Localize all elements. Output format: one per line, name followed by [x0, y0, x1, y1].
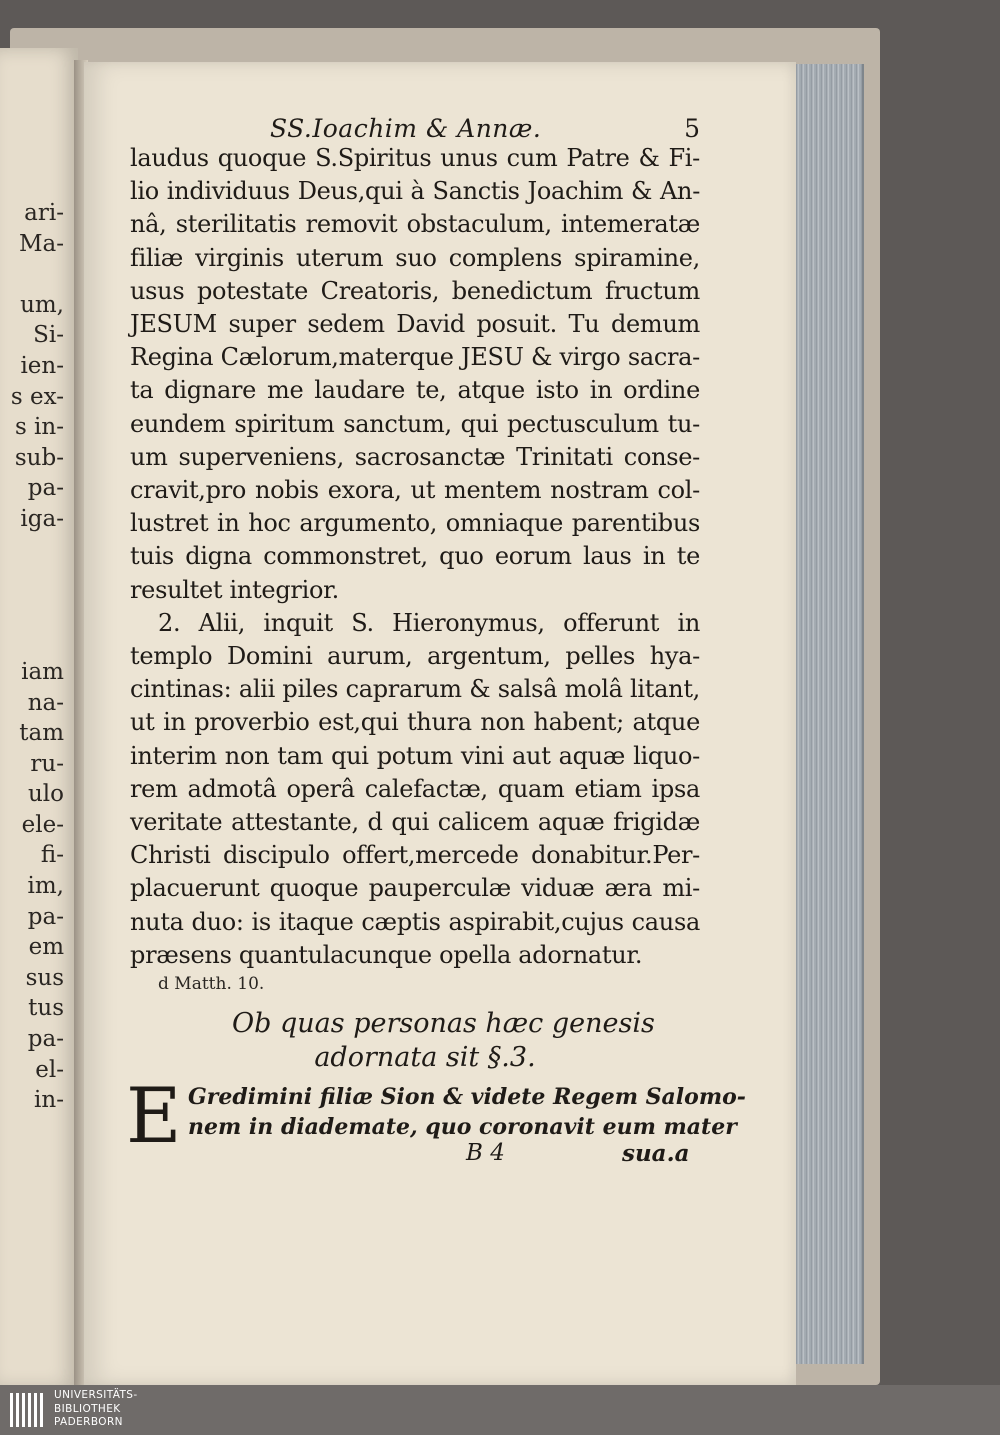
- left-page-fragment: ulo: [27, 781, 64, 808]
- body-text-line: eundem spiritum sanctum, qui pectusculum tu-: [130, 409, 700, 438]
- left-page-fragment: im,: [27, 873, 64, 900]
- body-text-line: tuis digna commonstret, quo eorum laus in te: [130, 542, 700, 571]
- left-page-fragment: pa-: [27, 903, 64, 930]
- left-page-fragment: s ex-: [10, 383, 64, 410]
- left-page-text-fragments: [0, 198, 78, 1116]
- left-page-fragment: na-: [27, 689, 64, 716]
- left-page-fragment: ele-: [21, 811, 64, 838]
- left-page-fragment: em: [28, 934, 64, 961]
- left-page-fragment: Si-: [33, 322, 64, 349]
- body-text-line: Regina Cælorum,materque JESU & virgo sacra-: [130, 343, 700, 372]
- body-text-line: ut in proverbio est,qui thura non habent; atque: [130, 708, 700, 737]
- body-text-line: nâ, sterilitatis removit obstaculum, intemeratæ: [130, 210, 700, 239]
- body-text-line: rem admotâ operâ calefactæ, quam etiam ipsa: [130, 774, 700, 803]
- body-text-line: Christi discipulo offert,mercede donabitur.Per-: [130, 841, 700, 870]
- left-page-fragment: ien-: [20, 352, 64, 379]
- body-text-line: placuerunt quoque pauperculæ viduæ æra mi-: [130, 874, 700, 903]
- body-text-line: lustret in hoc argumento, omniaque parentibus: [130, 509, 700, 538]
- footnote: d Matth. 10.: [158, 974, 265, 994]
- left-page: [0, 48, 78, 1385]
- left-page-fragment: sus: [25, 964, 64, 991]
- left-page-fragment: tam: [19, 720, 64, 747]
- left-page-fragment: sub-: [14, 444, 64, 471]
- logo-line: BIBLIOTHEK: [54, 1402, 121, 1415]
- left-page-fragment: iam: [21, 658, 64, 685]
- body-text-line: filiæ virginis uterum suo complens spiramine,: [130, 243, 700, 272]
- running-head: SS.Ioachim & Annæ.: [270, 114, 542, 143]
- left-page-fragment: ru-: [30, 750, 64, 777]
- section-heading-line-2: adornata sit §.3.: [314, 1042, 536, 1073]
- left-page-fragment: fi-: [40, 842, 64, 869]
- left-page-fragment: um,: [20, 291, 64, 318]
- body-text-line: JESUM super sedem David posuit. Tu demum: [130, 310, 700, 338]
- body-text-line: um superveniens, sacrosanctæ Trinitati conse-: [130, 442, 700, 471]
- body-text-line: usus potestate Creatoris, benedictum fructum: [130, 276, 700, 305]
- body-text-line: laudus quoque S.Spiritus unus cum Patre & Fi-: [130, 144, 700, 172]
- logo-line: PADERBORN: [54, 1416, 123, 1428]
- left-page-fragment: Ma-: [18, 230, 64, 257]
- left-page-fragment: s in-: [14, 414, 64, 441]
- fore-edge-page-stack: [790, 64, 864, 1364]
- verse-line-2: nem in diademate, quo coronavit eum mater: [188, 1114, 737, 1140]
- left-page-fragment: tus: [28, 995, 64, 1022]
- footer-bar: [0, 1385, 1000, 1435]
- left-page-fragment: el-: [35, 1056, 64, 1083]
- left-page-fragment: iga-: [20, 505, 64, 532]
- signature-mark: B 4: [466, 1140, 505, 1166]
- left-page-fragment: ari-: [24, 200, 64, 226]
- body-text-line: veritate attestante, d qui calicem aquæ frigidæ: [130, 808, 700, 836]
- left-page-fragment: [0, 535, 78, 566]
- body-text-line: interim non tam qui potum vini aut aquæ liquo-: [130, 741, 700, 770]
- left-page-fragment: [0, 596, 78, 627]
- body-text-line: cintinas: alii piles caprarum & salsâ molâ litant,: [130, 675, 700, 704]
- body-text-line: 2. Alii, inquit S. Hieronymus, offerunt in: [158, 608, 700, 637]
- body-text-line: nuta duo: is itaque cæptis aspirabit,cujus causa: [130, 907, 700, 936]
- left-page-fragment: [0, 565, 78, 596]
- body-text-line: ta dignare me laudare te, atque isto in ordine: [130, 376, 700, 405]
- left-page-fragment: [0, 626, 78, 657]
- verse-line-1: Gredimini filiæ Sion & videte Regem Salomo-: [188, 1084, 746, 1110]
- left-page-fragment: pa-: [27, 1026, 64, 1053]
- section-heading-line-1: Ob quas personas hæc genesis: [232, 1008, 655, 1039]
- body-text-line: resultet integrior.: [130, 575, 339, 604]
- drop-cap: E: [126, 1071, 182, 1160]
- left-page-fragment: [0, 259, 78, 290]
- left-page-fragment: pa-: [27, 475, 64, 502]
- university-library-bars-icon: [10, 1393, 46, 1427]
- body-text-line: templo Domini aurum, argentum, pelles hya-: [130, 642, 700, 670]
- left-page-fragment: in-: [34, 1087, 64, 1114]
- page-number: 5: [684, 114, 700, 143]
- library-logo-text: [54, 1389, 138, 1430]
- body-text-line: cravit,pro nobis exora, ut mentem nostram col-: [130, 476, 700, 504]
- catchword: sua.a: [622, 1140, 690, 1167]
- logo-line: UNIVERSITÄTS-: [54, 1389, 138, 1401]
- body-text-line: lio individuus Deus,qui à Sanctis Joachim & An-: [130, 177, 700, 206]
- body-text-line: præsens quantulacunque opella adornatur.: [130, 940, 643, 969]
